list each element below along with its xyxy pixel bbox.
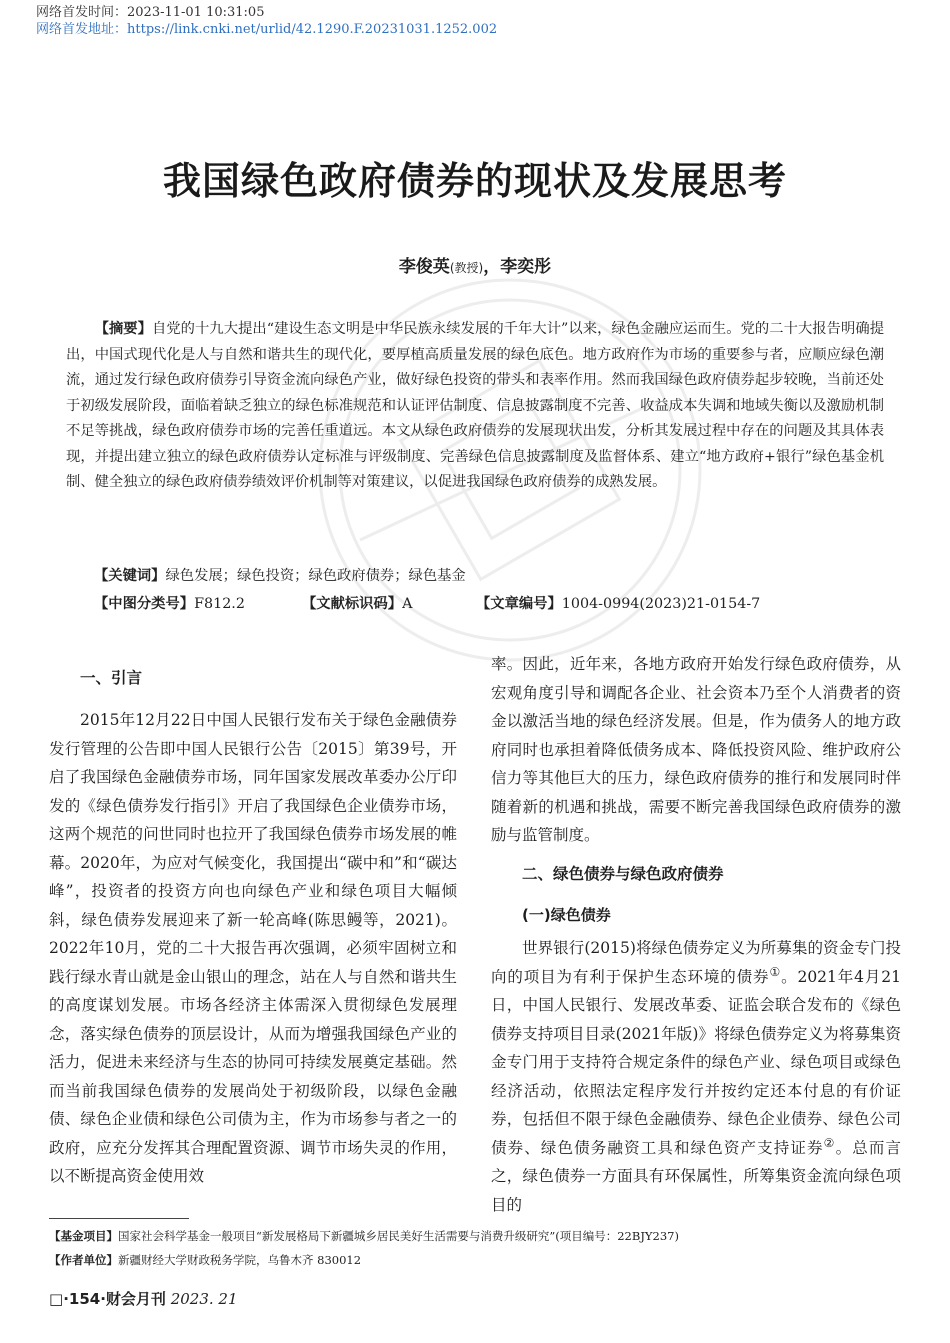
first-publish-url-link[interactable]: https://link.cnki.net/urlid/42.1290.F.20231031.1252.002 xyxy=(127,22,498,37)
body-paragraph-right-2 xyxy=(491,934,901,1219)
keywords xyxy=(94,566,466,586)
article-number-label: 【文章编号】 xyxy=(476,596,562,612)
article-title: 我国绿色政府债券的现状及发展思考 xyxy=(162,159,787,203)
page-number: ·154· xyxy=(63,1290,106,1308)
keywords-label: 【关键词】 xyxy=(94,568,166,584)
journal-issue: 2023. 21 xyxy=(170,1290,238,1308)
fund-text: 国家社会科学基金一般项目“新发展格局下新疆城乡居民美好生活需要与消费升级研究”(项目编号：22BJY237) xyxy=(118,1229,679,1243)
section-heading-introduction: 一、引言 xyxy=(80,669,143,687)
author-line xyxy=(0,252,950,277)
author-separator: ， xyxy=(483,257,501,277)
clc-number xyxy=(94,594,245,614)
author-role: (教授) xyxy=(449,261,484,275)
abstract-label: 【摘要】 xyxy=(94,321,152,337)
abstract-text: 自党的十九大提出“建设生态文明是中华民族永续发展的千年大计”以来，绿色金融应运而生。党的二十大报告明确提出，中国式现代化是人与自然和谐共生的现代化，要厚植高质量发展的绿色底色。地方政府作为市场的重要参与者，应顺应绿色潮流，通过发行绿色政府债券引导资金流向绿色产业，做好绿色投资的带头和表率作用。然而我国绿色政府债券起步较晚，当前还处于初级发展阶段，面临着缺乏独立的绿色标准规范和认证评估制度、信息披露制度不完善、收益成本失调和地域失衡以及激励机制不足等挑战，绿色政府债券市场的完善任重道远。本文从绿色政府债券的发展现状出发，分析其发展过程中存在的问题及其具体表现，并提出建立独立的绿色政府债券认定标准与评级制度、完善绿色信息披露制度及监督体系、建立“地方政府+银行”绿色基金机制、健全独立的绿色政府债券绩效评价机制等对策建议，以促进我国绿色政府债券的成熟发展。 xyxy=(66,321,884,490)
unit-text: 新疆财经大学财政税务学院，乌鲁木齐 830012 xyxy=(118,1253,362,1267)
journal-name: 财会月刊 xyxy=(105,1290,166,1308)
subsection-heading-green-bonds: (一)绿色债券 xyxy=(522,906,611,924)
unit-label: 【作者单位】 xyxy=(49,1253,118,1267)
first-publish-address xyxy=(36,22,497,38)
footnote-divider xyxy=(49,1218,189,1219)
author-name: 李俊英 xyxy=(398,257,450,277)
body-paragraph-right-1: 率。因此，近年来，各地方政府开始发行绿色政府债券，从宏观角度引导和调配各企业、社会资本乃至个人消费者的资金以激活当地的绿色经济发展。但是，作为债务人的地方政府同时也承担着降低债务成本、降低投资风险、维护政府公信力等其他巨大的压力，绿色政府债券的推行和发展同时伴随着新的机遇和挑战，需要不断完善我国绿色政府债券的激励与监管制度。 xyxy=(491,655,901,844)
footer-box-icon: □ xyxy=(49,1290,64,1308)
footnote-marker-1[interactable]: ① xyxy=(769,964,782,979)
fund-label: 【基金项目】 xyxy=(49,1229,118,1243)
first-publish-time: 网络首发时间：2023-11-01 10:31:05 xyxy=(36,5,265,20)
author-unit-note xyxy=(49,1252,361,1268)
clc-label: 【中图分类号】 xyxy=(94,596,195,612)
article-number-value: 1004-0994(2023)21-0154-7 xyxy=(561,596,761,612)
page-footer xyxy=(49,1288,238,1309)
paragraph-text: 世界银行(2015)将绿色债券定义为所募集的资金专门投向的项目为有利于保护生态环境的债券 xyxy=(491,939,901,986)
doc-value: A xyxy=(402,596,413,612)
first-publish-address-label: 网络首发地址： xyxy=(36,22,128,37)
body-paragraph-left: 2015年12月22日中国人民银行发布关于绿色金融债券发行管理的公告即中国人民银行公告〔2015〕第39号，开启了我国绿色金融债券市场，同年国家发展改革委办公厅印发的《绿色债券发行指引》开启了我国绿色企业债券市场，这两个规范的问世同时也拉开了我国绿色债券市场发展的帷幕。2020年，为应对气候变化，我国提出“碳中和”和“碳达峰”，投资者的投资方向也向绿色产业和绿色项目大幅倾斜，绿色债券发展迎来了新一轮高峰(陈思鳗等，2021)。2022年10月，党的二十大报告再次强调，必须牢固树立和践行绿水青山就是金山银山的理念，站在人与自然和谐共生的高度谋划发展。市场各经济主体需深入贯彻绿色发展理念，落实绿色债券的顶层设计，从而为增强我国绿色产业的活力，促进未来经济与生态的协同可持续发展奠定基础。然而当前我国绿色债券的发展尚处于初级阶段，以绿色金融债、绿色企业债和绿色公司债为主，作为市场参与者之一的政府，应充分发挥其合理配置资源、调节市场失灵的作用，以不断提高资金使用效 xyxy=(49,711,457,1185)
doc-label: 【文献标识码】 xyxy=(302,596,403,612)
footnote-marker-2[interactable]: ② xyxy=(823,1135,836,1150)
article-number xyxy=(476,594,760,614)
clc-value: F812.2 xyxy=(194,596,245,612)
keywords-text: 绿色发展；绿色投资；绿色政府债券；绿色基金 xyxy=(165,568,466,584)
paragraph-text: 。总而言之，绿色债券一方面具有环保属性，所筹集资金流向绿色项目的 xyxy=(491,1138,901,1214)
paragraph-text: 。2021年4月21日，中国人民银行、发展改革委、证监会联合发布的《绿色债券支持项目目录(2021年版)》将绿色债券定义为将募集资金专门用于支持符合规定条件的绿色产业、绿色项目或绿色经济活动，依照法定程序发行并按约定还本付息的有价证券，包括但不限于绿色金融债券、绿色企业债券、绿色公司债券、绿色债务融资工具和绿色资产支持证券 xyxy=(491,967,901,1157)
author-name: 李奕彤 xyxy=(500,257,552,277)
abstract xyxy=(66,317,884,496)
document-code xyxy=(302,594,412,614)
section-heading-green-bonds: 二、绿色债券与绿色政府债券 xyxy=(522,865,724,883)
fund-project-note xyxy=(49,1228,679,1244)
